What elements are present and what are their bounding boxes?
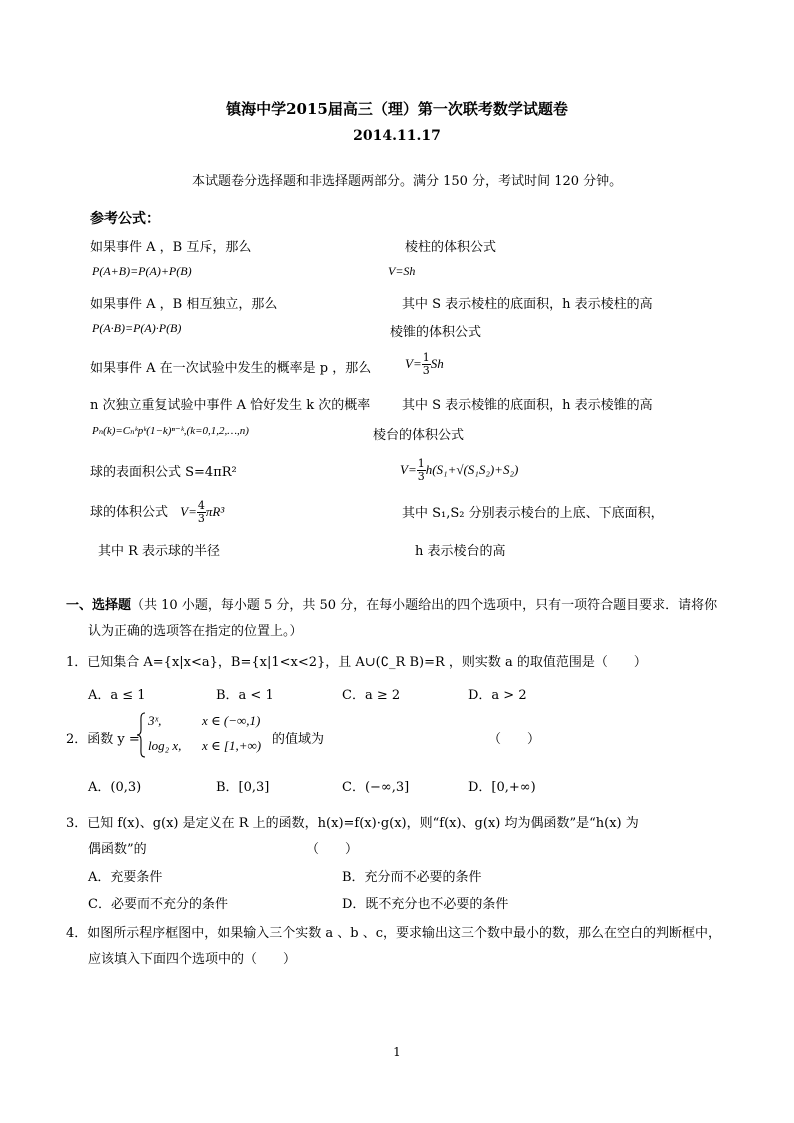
formula-left-7: 球的表面积公式 S=4πR² — [90, 465, 237, 480]
question-2-answer-blank[interactable]: （ ） — [488, 732, 541, 747]
question-2-case-2: log₂ x, — [148, 738, 182, 753]
question-2-option-a[interactable]: A．(0,3) — [88, 780, 142, 795]
question-2-option-b[interactable]: B．[0,3] — [216, 780, 270, 795]
formula-right-4: V= — [405, 356, 422, 371]
formula-left-3: P(A·B)=P(A)·P(B) — [92, 321, 182, 335]
question-4-stem-line2: 应该填入下面四个选项中的（ ） — [88, 952, 297, 967]
formula-left-8: 球的体积公式 — [90, 505, 169, 520]
formula-right-1: V=Sh — [388, 264, 416, 278]
frac-one-third-frustum: $\frac{1}{3}$ — [417, 457, 425, 483]
section-instructions: （共 10 小题，每小题 5 分，共 50 分，在每小题给出的四个选项中，只有一项符合题目要求．请将你 — [131, 598, 718, 613]
formula-left-2: 如果事件 A ，B 相互独立，那么 — [90, 297, 278, 312]
piecewise-brace-icon — [136, 712, 146, 758]
formula-right-2: 其中 S 表示棱柱的底面积，h 表示棱柱的高 — [402, 297, 653, 312]
question-3-option-a[interactable]: A．充要条件 — [88, 870, 163, 885]
formula-left-6: Pₙ(k)=Cₙᵏpᵏ(1−k)ⁿ⁻ᵏ,(k=0,1,2,…,n) — [92, 425, 249, 437]
question-1-option-c[interactable]: C．a ≥ 2 — [342, 688, 401, 703]
ball-volume-tail: πR³ — [205, 504, 225, 519]
formula-right-6: 棱台的体积公式 — [373, 428, 465, 443]
question-3-answer-blank[interactable]: （ ） — [306, 842, 359, 857]
question-1-stem: 1．已知集合 A={x|x<a}，B={x|1<x<2}，且 A∪(∁_R B)=R ，则实数 a 的取值范围是（ ） — [66, 655, 647, 670]
question-3-option-c[interactable]: C．必要而不充分的条件 — [88, 897, 228, 912]
formula-right-5: 其中 S 表示棱锥的底面积，h 表示棱锥的高 — [402, 398, 653, 413]
question-2-case-1-cond: x ∈ (−∞,1) — [202, 713, 261, 728]
question-1-option-b[interactable]: B．a < 1 — [216, 688, 274, 703]
question-3-option-b[interactable]: B．充分而不必要的条件 — [342, 870, 482, 885]
page-title: 镇海中学2015届高三（理）第一次联考数学试题卷 — [226, 100, 568, 118]
pyramid-volume-formula — [405, 352, 444, 377]
question-2-prefix: 2．函数 y = — [66, 732, 140, 747]
frac-four-thirds: $\frac{4}{3}$ — [197, 499, 205, 525]
formula-left-1: P(A+B)=P(A)+P(B) — [92, 264, 192, 278]
formula-right-7: V= — [400, 462, 417, 477]
question-3-stem-line1: 3．已知 f(x)、g(x) 是定义在 R 上的函数，h(x)=f(x)·g(x)，则“f(x)、g(x) 均为偶函数”是“h(x) 为 — [66, 816, 639, 831]
page-number: 1 — [393, 1045, 401, 1059]
formula-right-3: 棱锥的体积公式 — [390, 325, 482, 340]
section-heading — [66, 594, 717, 613]
formula-left-9: 其中 R 表示球的半径 — [98, 544, 221, 559]
question-1-option-d[interactable]: D．a > 2 — [468, 688, 527, 703]
exam-intro: 本试题卷分选择题和非选择题两部分。满分 150 分，考试时间 120 分钟。 — [192, 174, 623, 189]
formula-right-0: 棱柱的体积公式 — [405, 240, 497, 255]
formula-left-4: 如果事件 A 在一次试验中发生的概率是 p ，那么 — [90, 361, 372, 376]
pyramid-volume-tail: Sh — [430, 356, 444, 371]
question-2-option-d[interactable]: D．[0,+∞) — [468, 780, 536, 795]
question-2-case-1: 3ˣ, — [148, 713, 162, 728]
question-2-case-2-cond: x ∈ [1,+∞) — [202, 738, 262, 753]
frac-one-third: $\frac{1}{3}$ — [422, 351, 430, 377]
section-number: 一、 — [66, 598, 93, 613]
frustum-volume-formula — [400, 458, 518, 483]
formula-right-9: h 表示棱台的高 — [415, 544, 506, 559]
formulas-heading: 参考公式： — [90, 211, 160, 227]
question-1-option-a[interactable]: A．a ≤ 1 — [88, 688, 146, 703]
question-3-stem-line2: 偶函数”的 — [88, 842, 147, 857]
question-2-suffix: 的值域为 — [272, 732, 325, 747]
exam-date: 2014.11.17 — [353, 128, 441, 144]
question-2-option-c[interactable]: C．(−∞,3] — [342, 780, 410, 795]
question-4-stem-line1: 4．如图所示程序框图中，如果输入三个实数 a 、b 、c，要求输出这三个数中最小的数，那么在空白的判断框中， — [66, 926, 722, 941]
section-title: 选择题 — [92, 598, 132, 613]
section-instructions-line2: 认为正确的选项答在指定的位置上。） — [88, 624, 303, 639]
formula-right-8: 其中 S₁,S₂ 分别表示棱台的上底、下底面积， — [402, 506, 664, 521]
ball-volume-formula — [90, 500, 224, 525]
ball-volume-v: V= — [180, 504, 197, 519]
formula-left-0: 如果事件 A ，B 互斥，那么 — [90, 240, 252, 255]
frustum-volume-tail: h(S₁+√(S₁S₂)+S₂) — [425, 462, 519, 477]
question-3-option-d[interactable]: D．既不充分也不必要的条件 — [342, 897, 509, 912]
formula-left-5: n 次独立重复试验中事件 A 恰好发生 k 次的概率 — [90, 398, 371, 413]
